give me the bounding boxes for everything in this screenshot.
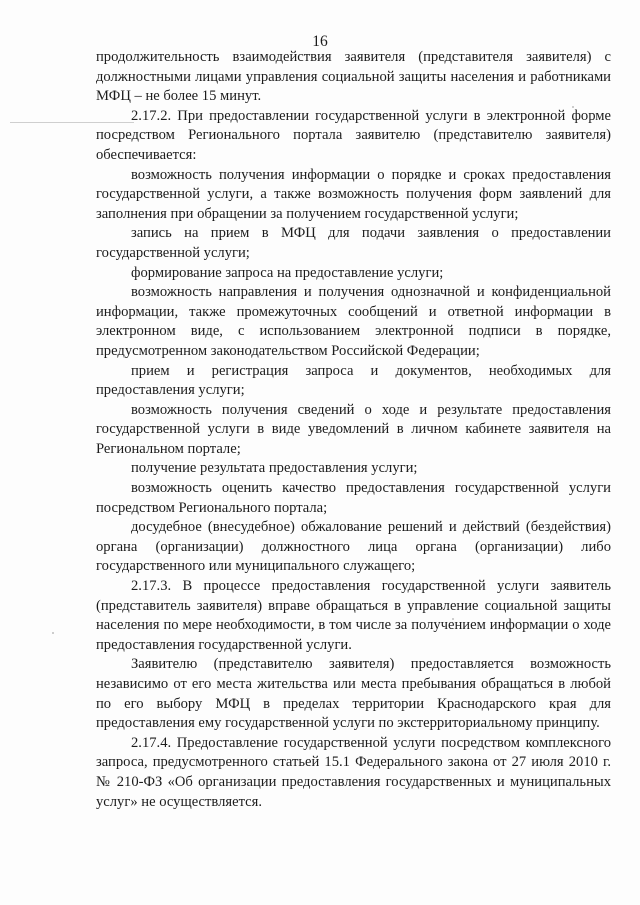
paragraph-2-17-2: 2.17.2. При предоставлении государственной услуги в электронной форме посредством Регионального портала заявителю (представителю заявителя) обеспечивается: [96,107,611,163]
list-item: прием и регистрация запроса и документов, необходимых для предоставления услуги; [96,362,611,399]
list-item: возможность получения сведений о ходе и результате предоставления государственной услуги в виде уведомлений в личном кабинете заявителя на Региональном портале; [96,401,611,457]
paragraph-2-17-3: 2.17.3. В процессе предоставления государственной услуги заявитель (представитель заявителя) вправе обращаться в управление социальной защиты населения по мере необходимости, в том числе за получением информации о ходе предоставления государственной услуги. [96,578,611,653]
paragraph-continuation: продолжительность взаимодействия заявителя (представителя заявителя) с должностными лицами управления социальной защиты населения и работниками МФЦ – не более 15 минут. [96,49,611,105]
list-item: возможность получения информации о порядке и сроках предоставления государственной услуги, а также возможность получения форм заявлений для заполнения при обращении за получением государственной услуги; [96,166,611,222]
list-item: запись на прием в МФЦ для подачи заявления о предоставлении государственной услуги; [96,225,611,261]
page-number: 16 [312,33,328,50]
scan-speck [52,632,54,634]
list-item: возможность направления и получения однозначной и конфиденциальной информации, также промежуточных сообщений и ответной информации в электронном виде, с использованием электронной подписи в порядке, предусмотренном законодательством Российской Федерации; [96,284,611,359]
document-body [96,48,611,812]
list-item: возможность оценить качество предоставления государственной услуги посредством Регионального портала; [96,480,611,516]
list-item: досудебное (внесудебное) обжалование решений и действий (бездействия) органа (организации) должностного лица органа (организации) либо государственного или муниципального служащего; [96,519,611,575]
list-item: получение результата предоставления услуги; [131,460,418,477]
paragraph-extraterritorial: Заявителю (представителю заявителя) предоставляется возможность независимо от его места жительства или места пребывания обращаться в любой по его выбору МФЦ в пределах территории Краснодарского края для предоставления ему государственной услуги по экстерриториальному принципу. [96,656,611,732]
list-item: формирование запроса на предоставление услуги; [131,264,444,281]
paragraph-2-17-4: 2.17.4. Предоставление государственной услуги посредством комплексного запроса, предусмотренного статьей 15.1 Федерального закона от 27 июля 2010 г. № 210-ФЗ «Об организации предоставления государственных и муниципальных услуг» не осуществляется. [96,734,611,810]
